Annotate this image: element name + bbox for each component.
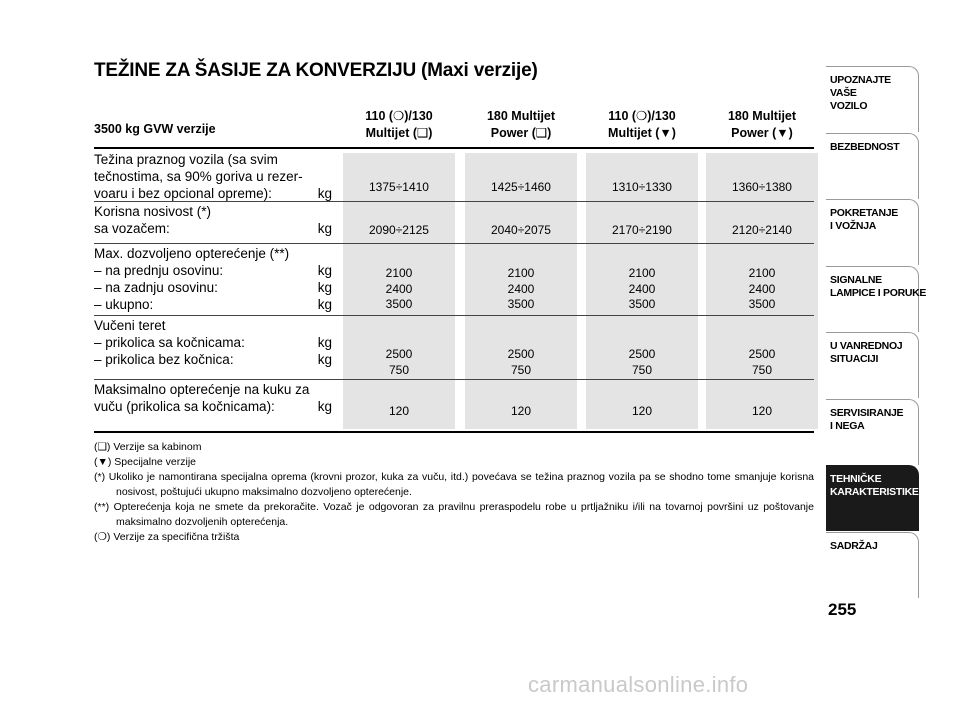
column-header-line: Multijet (▼) xyxy=(608,126,676,140)
table-cell-value xyxy=(586,180,698,196)
sidebar-tab-label: U VANREDNOJ xyxy=(830,340,903,352)
row-label-line xyxy=(94,398,332,415)
header-rule xyxy=(94,147,814,149)
column-header xyxy=(335,108,463,142)
row-label-line xyxy=(94,185,332,202)
row-label-unit: kg xyxy=(317,186,332,201)
value-line: 1310÷1330 xyxy=(612,180,672,194)
row-label-line xyxy=(94,296,332,313)
sidebar-tab[interactable] xyxy=(826,66,919,132)
sidebar-tab-label: VOZILO xyxy=(830,100,868,112)
value-line: 1375÷1410 xyxy=(369,180,429,194)
row-label-text: – na zadnju osovinu: xyxy=(94,280,218,295)
footnote: (**) Opterećenja koja ne smete da prekoračite. Vozač je odgovoran za pravilnu preraspodelu robe u prtljažniku i/ili na tovarnoj površini uz poštovanje maksimalno dozvoljenih opterećenja. xyxy=(94,501,814,528)
table-cell-value xyxy=(343,404,455,420)
table-cell-value xyxy=(343,223,455,239)
row-label-text: sa vozačem: xyxy=(94,221,170,236)
column-header-line: Power (❑) xyxy=(490,126,552,140)
watermark: carmanualsonline.info xyxy=(528,672,749,697)
value-line: 120 xyxy=(388,404,410,418)
value-line: 750 xyxy=(510,362,532,377)
value-line: 2090÷2125 xyxy=(369,223,429,237)
column-header-line: 110 (❍)/130 xyxy=(608,109,676,123)
sidebar-tab-label: SIGNALNE xyxy=(830,273,882,286)
sidebar-tab[interactable] xyxy=(826,332,919,398)
row-label-line xyxy=(94,245,332,262)
sidebar-tab-label: POKRETANJE xyxy=(830,207,898,219)
row-label xyxy=(94,381,332,415)
sidebar-tab-label: I NEGA xyxy=(830,419,865,432)
column-header-line: 180 Multijet xyxy=(486,109,556,123)
value-line: 2400 xyxy=(385,281,413,296)
sidebar-tab-label: LAMPICE I PORUKE xyxy=(830,286,927,299)
value-line: 1360÷1380 xyxy=(732,180,792,194)
row-label-text: Težina praznog vozila (sa svim xyxy=(94,152,278,167)
sidebar-tab[interactable] xyxy=(826,465,919,531)
table-cell-value xyxy=(465,223,577,239)
row-label-text: – prikolica sa kočnicama: xyxy=(94,335,245,350)
row-label-text: – na prednju osovinu: xyxy=(94,263,224,278)
table-cell-value xyxy=(586,223,698,239)
table-bottom-rule xyxy=(94,431,814,433)
sidebar-tab-label: KARAKTERISTIKE xyxy=(830,486,919,498)
row-label-unit: kg xyxy=(317,399,332,414)
table-cell-value xyxy=(465,404,577,420)
row-label-line xyxy=(94,381,332,398)
sidebar-tab[interactable] xyxy=(826,199,919,265)
table-header-label: 3500 kg GVW verzije xyxy=(94,122,216,136)
row-label-line xyxy=(94,151,332,168)
row-label-line xyxy=(94,351,332,368)
value-line: 2500 xyxy=(628,347,656,361)
row-label-unit: kg xyxy=(317,221,332,236)
row-label-text: Max. dozvoljeno opterećenje (**) xyxy=(94,246,290,261)
value-line: 750 xyxy=(388,362,410,377)
table-cell-value xyxy=(343,266,455,313)
table-cell-value xyxy=(706,347,818,378)
row-label-text: vuču (prikolica sa kočnicama): xyxy=(94,399,275,414)
table-cell-value xyxy=(706,266,818,313)
row-label xyxy=(94,151,332,202)
column-header xyxy=(578,108,706,142)
sidebar-tab[interactable] xyxy=(826,399,919,465)
sidebar-tab-label: SADRŽAJ xyxy=(830,539,878,552)
row-label-line xyxy=(94,334,332,351)
sidebar-tab-label: VAŠE xyxy=(830,87,857,99)
value-line: 2400 xyxy=(628,281,656,296)
column-header-line: Power (▼) xyxy=(731,126,793,140)
value-line: 2120÷2140 xyxy=(732,223,792,237)
table-cell-value xyxy=(343,180,455,196)
table-cell-value xyxy=(343,347,455,378)
value-line: 120 xyxy=(631,404,653,418)
row-label-text: voaru i bez opcional opreme): xyxy=(94,186,272,201)
footnotes xyxy=(94,440,814,545)
footnote: (❑) Verzije sa kabinom xyxy=(94,441,202,453)
sidebar-tab-label: I VOŽNJA xyxy=(830,220,877,232)
page-title: TEŽINE ZA ŠASIJE ZA KONVERZIJU (Maxi verzije) xyxy=(94,60,538,81)
value-line: 2100 xyxy=(748,266,776,280)
row-label-line xyxy=(94,279,332,296)
value-line: 2500 xyxy=(385,347,413,361)
sidebar-tab-label: SITUACIJI xyxy=(830,353,879,365)
row-label-text: Vučeni teret xyxy=(94,318,166,333)
table-cell-value xyxy=(706,404,818,420)
value-line: 750 xyxy=(751,362,773,377)
table-cell-value xyxy=(465,180,577,196)
sidebar-tab[interactable] xyxy=(826,532,919,598)
row-separator xyxy=(94,379,814,380)
row-label xyxy=(94,203,332,237)
column-header xyxy=(457,108,585,142)
row-label-line xyxy=(94,168,332,185)
sidebar-tab-label: SERVISIRANJE xyxy=(830,406,904,419)
row-label-text: tečnostima, sa 90% goriva u rezer- xyxy=(94,169,303,184)
value-line: 1425÷1460 xyxy=(491,180,551,194)
table-cell-value xyxy=(465,347,577,378)
value-line: 2170÷2190 xyxy=(612,223,672,237)
page-number: 255 xyxy=(828,600,857,619)
value-line: 750 xyxy=(631,362,653,377)
row-label xyxy=(94,317,332,368)
row-label-text: Korisna nosivost (*) xyxy=(94,204,212,219)
row-label-text: – prikolica bez kočnica: xyxy=(94,352,234,367)
table-cell-value xyxy=(706,180,818,196)
row-label-text: Maksimalno opterećenje na kuku za xyxy=(94,382,310,397)
table-cell-value xyxy=(586,266,698,313)
value-line: 2500 xyxy=(507,347,535,361)
row-label-line xyxy=(94,317,332,334)
row-label-unit: kg xyxy=(317,297,332,312)
table-cell-value xyxy=(586,404,698,420)
column-header-line: 110 (❍)/130 xyxy=(365,109,433,123)
row-label-unit: kg xyxy=(317,335,332,350)
column-header xyxy=(698,108,826,142)
row-label-line xyxy=(94,262,332,279)
value-line: 3500 xyxy=(507,297,535,311)
sidebar-tab-label: TEHNIČKE xyxy=(830,473,882,485)
table-cell-value xyxy=(706,223,818,239)
value-line: 120 xyxy=(510,404,532,418)
row-label-line xyxy=(94,203,332,220)
row-label xyxy=(94,245,332,313)
sidebar-tab[interactable] xyxy=(826,133,919,199)
row-label-unit: kg xyxy=(317,352,332,367)
row-separator xyxy=(94,243,814,244)
value-line: 3500 xyxy=(385,297,413,311)
value-line: 120 xyxy=(751,404,773,418)
value-line: 3500 xyxy=(748,297,776,311)
sidebar-tab[interactable] xyxy=(826,266,927,332)
sidebar-tab-label: UPOZNAJTE xyxy=(830,74,891,86)
value-line: 2100 xyxy=(628,266,656,280)
value-line: 2100 xyxy=(507,266,535,280)
row-label-line xyxy=(94,220,332,237)
footnote: (*) Ukoliko je namontirana specijalna oprema (krovni prozor, kuka za vuču, itd.) povećava se težina praznog vozila pa se shodno tome smanjuje korisna nosivost, poštujući ukupno maksimalno dozvoljeno opterećenje. xyxy=(94,471,814,498)
value-line: 2100 xyxy=(385,266,413,280)
table-cell-value xyxy=(465,266,577,313)
value-line: 2500 xyxy=(748,347,776,361)
column-header-line: Multijet (❑) xyxy=(365,126,433,140)
sidebar-tab-label: BEZBEDNOST xyxy=(830,140,900,153)
table-cell-value xyxy=(586,347,698,378)
row-label-unit: kg xyxy=(317,263,332,278)
row-label-unit: kg xyxy=(317,280,332,295)
row-separator xyxy=(94,315,814,316)
column-header-line: 180 Multijet xyxy=(727,109,797,123)
footnote: (▼) Specijalne verzije xyxy=(94,456,197,468)
footnote: (❍) Verzije za specifična tržišta xyxy=(94,531,240,543)
value-line: 2400 xyxy=(748,281,776,296)
value-line: 2040÷2075 xyxy=(491,223,551,237)
row-label-text: – ukupno: xyxy=(94,297,154,312)
value-line: 2400 xyxy=(507,281,535,296)
value-line: 3500 xyxy=(628,297,656,311)
